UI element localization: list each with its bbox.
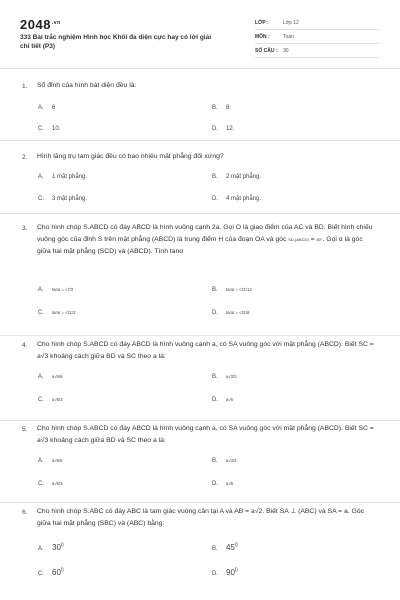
meta-value: 30: [283, 47, 289, 54]
option-a[interactable]: A. a√6/6: [38, 374, 63, 380]
question-number: 4.: [22, 342, 28, 349]
meta-table: [255, 16, 380, 58]
option-d[interactable]: D. 12.: [212, 126, 235, 132]
meta-value: Lớp 12: [283, 19, 299, 26]
meta-key: MÔN :: [255, 33, 270, 40]
meta-row-count: [255, 44, 380, 58]
question-4: [0, 335, 400, 421]
question-number: 6.: [22, 509, 28, 516]
option-d[interactable]: D. a√6: [212, 481, 233, 487]
option-b[interactable]: B. $45^0$: [212, 542, 238, 552]
meta-row-class: [255, 16, 380, 30]
meta-value: Toán: [283, 33, 294, 40]
option-c[interactable]: C. 3 mặt phẳng.: [38, 196, 88, 202]
question-number: 1.: [22, 83, 28, 90]
option-b[interactable]: B. tanα = √21/12: [212, 287, 252, 293]
question-number: 3.: [22, 225, 28, 232]
option-c[interactable]: C. tanα = √21/3: [38, 310, 76, 316]
option-d[interactable]: D. tanα = √21/6: [212, 310, 250, 316]
question-number: 2.: [22, 154, 28, 161]
option-b[interactable]: B. 8: [212, 105, 230, 111]
meta-key: SỐ CÂU :: [255, 47, 278, 54]
option-c[interactable]: C. $60^0$: [38, 567, 64, 577]
question-6: [0, 502, 400, 600]
question-text: Cho hình chóp S.ABCD có đáy ABCD là hình vuông cạnh a, có SA vuông góc với mặt phẳng (ABCD). Biết SC = a√3 khoảng cách giữa BD và SC theo a là:: [37, 425, 374, 444]
option-a[interactable]: A. tanα = √7/3: [38, 287, 74, 293]
question-text: Hình lăng trụ tam giác đều có bao nhiêu mặt phẳng đối xứng?: [37, 153, 224, 160]
question-3: [0, 213, 400, 336]
question-2: [0, 140, 400, 214]
option-d[interactable]: D. 4 mặt phẳng.: [212, 196, 262, 202]
question-text: Số đỉnh của hình bát diện đều là:: [37, 82, 137, 89]
option-b[interactable]: B. a√3/3: [212, 458, 237, 464]
option-a[interactable]: A. 1 mặt phẳng.: [38, 174, 88, 180]
option-c[interactable]: C. a√6/3: [38, 481, 63, 487]
question-5: [0, 420, 400, 503]
meta-row-subject: [255, 30, 380, 44]
option-d[interactable]: D. a√6: [212, 397, 233, 403]
question-1: [0, 68, 400, 141]
site-logo[interactable]: $2048_{.vn}$: [20, 17, 61, 32]
option-a[interactable]: A. a√6/6: [38, 458, 63, 464]
document-header: [0, 0, 400, 69]
option-b[interactable]: B. a√3/3: [212, 374, 237, 380]
option-c[interactable]: C. a√6/3: [38, 397, 63, 403]
option-c[interactable]: C. 10.: [38, 126, 61, 132]
question-text: Cho hình chóp S.ABC có đáy ABC là tam giác vuông cân tại A và AB = a√2. Biết SA ⊥ (ABC) và SA = a. Góc giữa hai mặt phẳng (SBC) và (ABC) bằng:: [37, 508, 365, 527]
page-title: 333 Bài trắc nghiệm Hình học Khối đa diện cực hay có lời giải chi tiết (P3): [20, 34, 212, 50]
option-a[interactable]: A. 6: [38, 105, 56, 111]
question-text: Cho hình chóp S.ABCD có đáy ABCD là hình vuông cạnh 2a. Gọi O là giao điểm của AC và BD. Biết hình chiếu vuông góc của đỉnh S trên mặt phẳng (ABCD) là trung điểm H của đoạn OA và góc SD,(ABCD) = 60°. Gọi α là góc giữa hai mặt phẳng (SCD) và (ABCD). Tính tanα: [37, 224, 373, 255]
option-b[interactable]: B. 2 mặt phẳng.: [212, 174, 262, 180]
meta-key: LỚP :: [255, 19, 269, 26]
option-a[interactable]: A. $30^0$: [38, 542, 64, 552]
question-number: 5.: [22, 426, 28, 433]
question-text: Cho hình chóp S.ABCD có đáy ABCD là hình vuông cạnh a, có SA vuông góc với mặt phẳng (ABCD). Biết SC = a√3 khoảng cách giữa BD và SC theo a là:: [37, 341, 374, 360]
option-d[interactable]: D. $90^0$: [212, 567, 238, 577]
